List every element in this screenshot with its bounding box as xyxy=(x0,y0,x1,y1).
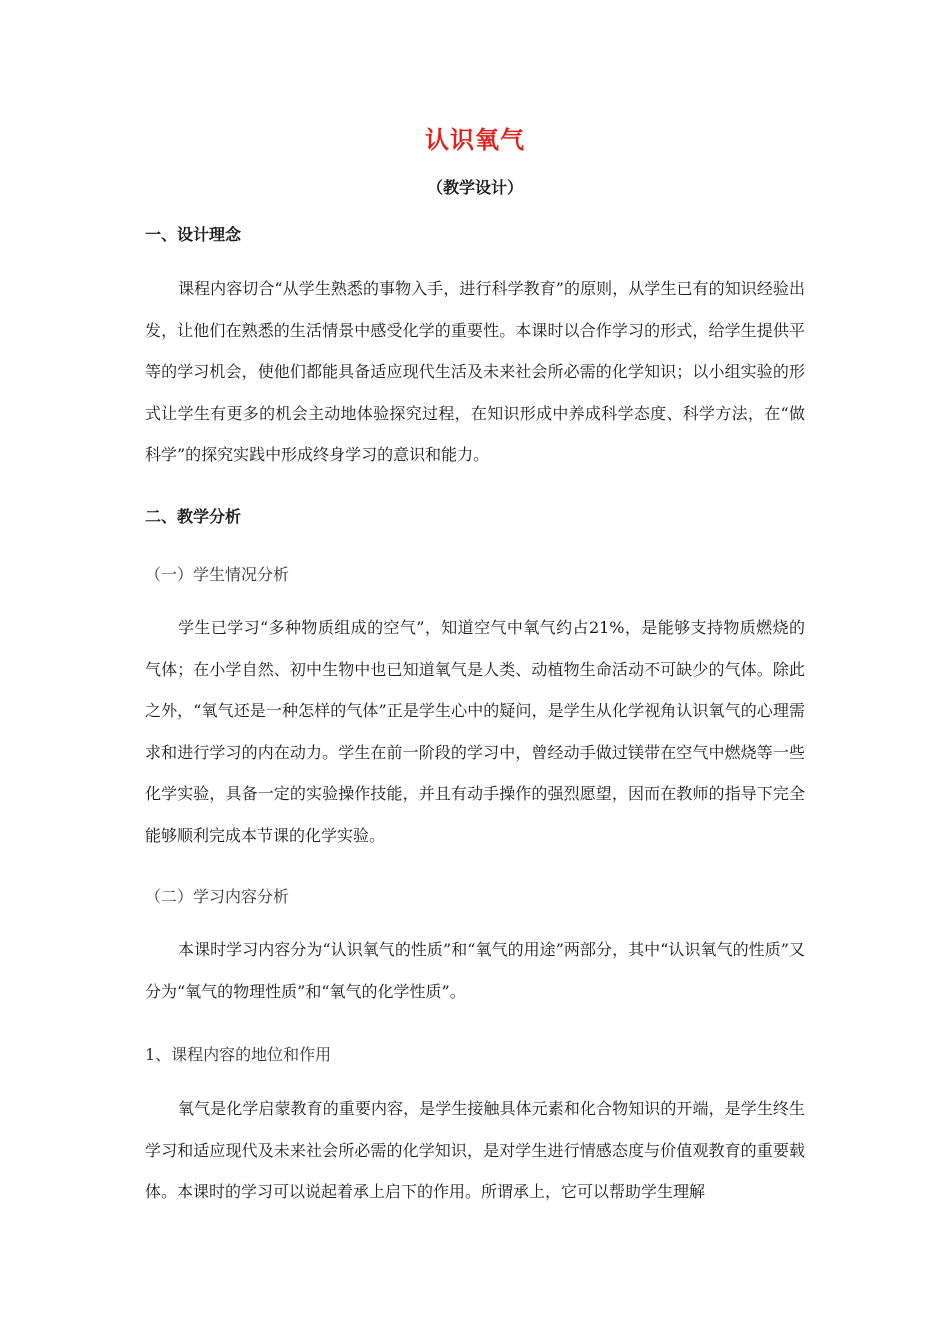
paragraph-content-analysis: 本课时学习内容分为“认识氧气的性质”和“氧气的用途”两部分，其中“认识氧气的性质”又分为“氧气的物理性质”和“氧气的化学性质”。 xyxy=(145,940,805,1001)
subheading-student-analysis: （一）学生情况分析 xyxy=(145,565,290,584)
paragraph-student-analysis: 学生已学习“多种物质组成的空气”，知道空气中氧气约占21%，是能够支持物质燃烧的气体；在小学自然、初中生物中也已知道氧气是人类、动植物生命活动不可缺少的气体。除此之外，“氧气还是一种怎样的气体”正是学生心中的疑问，是学生从化学视角认识氧气的心理需求和进行学习的内在动力。学生在前一阶段的学习中，曾经动手做过镁带在空气中燃烧等一些化学实验，具备一定的实验操作技能，并且有动手操作的强烈愿望，因而在教师的指导下完全能够顺利完成本节课的化学实验。 xyxy=(145,618,805,845)
section-heading-teaching-analysis: 二、教学分析 xyxy=(145,507,242,526)
subheading-content-analysis: （二）学习内容分析 xyxy=(145,887,290,906)
paragraph-design-concept: 课程内容切合“从学生熟悉的事物入手，进行科学教育”的原则，从学生已有的知识经验出发，让他们在熟悉的生活情景中感受化学的重要性。本课时以合作学习的形式，给学生提供平等的学习机会，使他们都能具备适应现代生活及未来社会所必需的化学知识；以小组实验的形式让学生有更多的机会主动地体验探究过程，在知识形成中养成科学态度、科学方法，在“做科学”的探究实践中形成终身学习的意识和能力。 xyxy=(145,279,805,464)
document-title: 认识氧气 xyxy=(425,126,525,154)
document-subtitle: （教学设计） xyxy=(426,178,523,197)
subheading-course-role: 1、课程内容的地位和作用 xyxy=(145,1045,332,1064)
section-heading-design-concept: 一、设计理念 xyxy=(145,225,242,244)
paragraph-course-role: 氧气是化学启蒙教育的重要内容，是学生接触具体元素和化合物知识的开端，是学生终生学习和适应现代及未来社会所必需的化学知识，是对学生进行情感态度与价值观教育的重要载体。本课时的学习可以说起着承上启下的作用。所谓承上，它可以帮助学生理解 xyxy=(145,1099,805,1201)
